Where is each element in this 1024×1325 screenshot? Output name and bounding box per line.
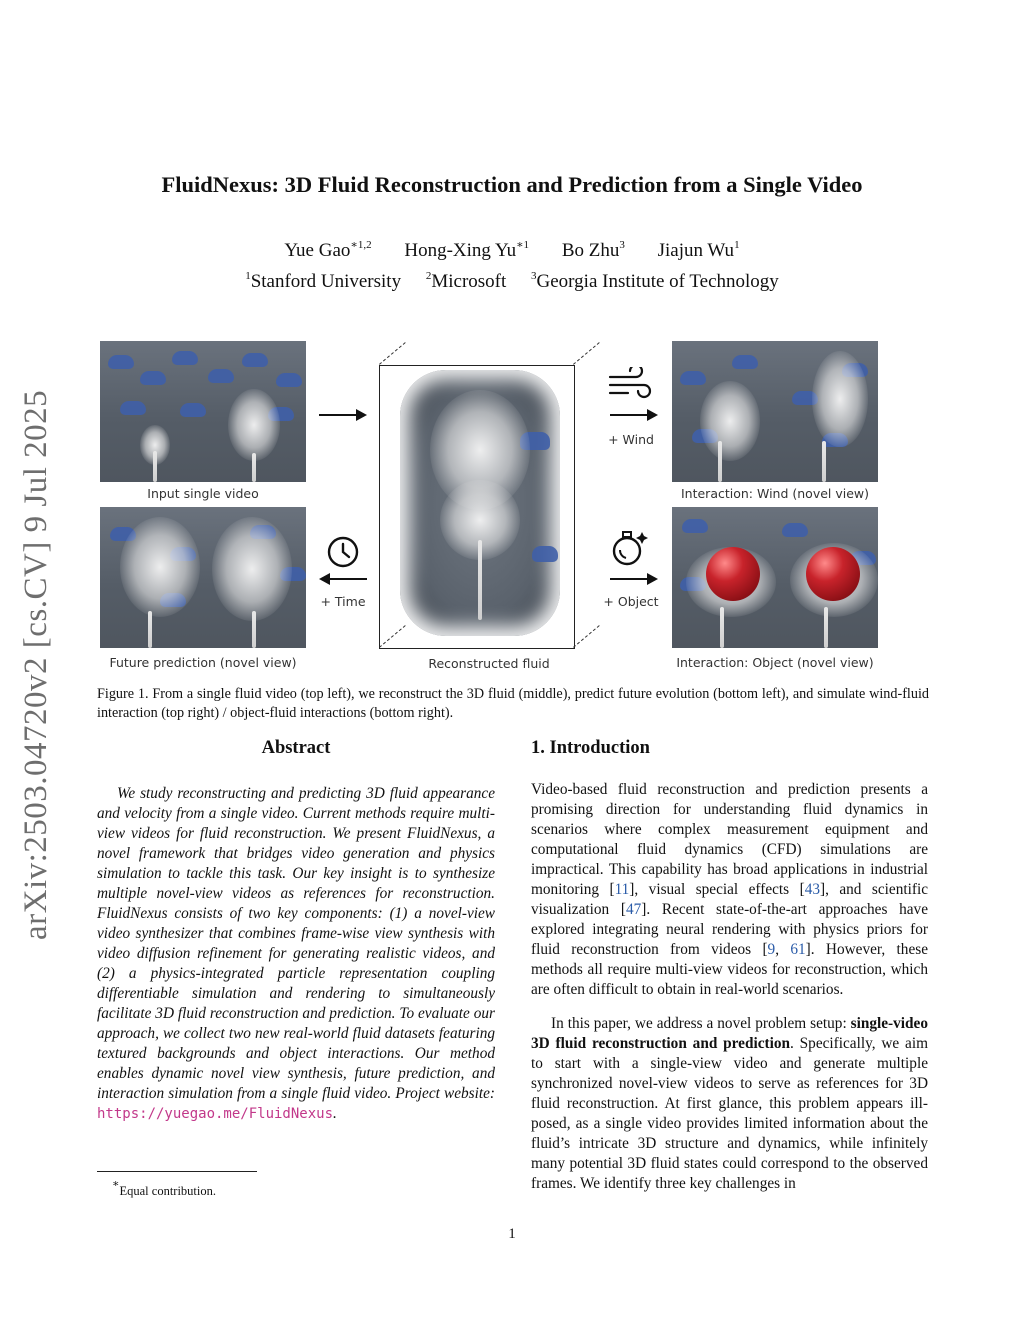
caption-future-prediction: Future prediction (novel view) xyxy=(109,655,297,670)
citation-link[interactable]: 11 xyxy=(614,881,630,898)
arxiv-stamp: arXiv:2503.04720v2 [cs.CV] 9 Jul 2025 xyxy=(18,389,54,940)
wind-icon xyxy=(608,367,654,403)
input-video-image xyxy=(100,341,306,482)
author-list xyxy=(0,238,1024,262)
label-wind: + Wind xyxy=(608,432,654,447)
arrow-head-icon xyxy=(647,573,658,585)
affiliation: $^3$Georgia Institute of Technology xyxy=(531,270,779,292)
author: Hong-Xing $Yu^{∗1}$ xyxy=(404,239,530,261)
caption-input-video: Input single video xyxy=(147,486,259,501)
arrow-right-wind xyxy=(610,414,648,416)
arrow-left-line xyxy=(329,578,367,580)
caption-object-interaction: Interaction: Object (novel view) xyxy=(676,655,874,670)
author: Jiajun Wu$^1$ xyxy=(657,239,740,261)
intro-heading: 1. Introduction xyxy=(531,738,650,758)
citation-link[interactable]: 43 xyxy=(804,881,820,898)
arrow-head-icon xyxy=(356,409,367,421)
box-edge xyxy=(573,625,600,648)
clock-icon xyxy=(326,535,360,569)
citation-link[interactable]: 9 xyxy=(767,941,776,958)
footnote-rule xyxy=(97,1171,257,1172)
caption-reconstructed-fluid: Reconstructed fluid xyxy=(428,656,550,671)
label-object: + Object xyxy=(603,594,659,609)
affiliation: $^1$Stanford University xyxy=(245,270,402,292)
arrow-right-icon xyxy=(319,414,357,416)
affiliation: $^2$Microsoft xyxy=(425,270,507,292)
abstract-heading: Abstract xyxy=(261,738,331,758)
caption-wind-interaction: Interaction: Wind (novel view) xyxy=(680,486,870,501)
reconstructed-fluid-image xyxy=(400,370,560,636)
figure-caption: Figure 1. From a single fluid video (top left), we reconstruct the 3D fluid (middle), predict future evolution (bottom left), and simulate wind-fluid interaction (top right) / object-fluid interactions (bottom right). xyxy=(97,686,929,721)
label-time: + Time xyxy=(320,594,366,609)
ornament-icon xyxy=(612,528,650,568)
affiliation-list xyxy=(0,270,1024,293)
arrow-right-object xyxy=(610,578,648,580)
arrow-head-icon xyxy=(647,409,658,421)
author: Bo Zhu$^3$ xyxy=(561,239,625,261)
box-edge xyxy=(573,342,600,365)
citation-link[interactable]: 61 xyxy=(790,941,806,958)
future-prediction-image xyxy=(100,507,306,648)
wind-interaction-image xyxy=(672,341,878,482)
page-number: 1 xyxy=(508,1226,516,1242)
paper-title: FluidNexus: 3D Fluid Reconstruction and Prediction from a Single Video xyxy=(161,172,863,197)
project-link[interactable]: https://yuegao.me/FluidNexus xyxy=(97,1106,334,1122)
box-edge xyxy=(379,342,406,365)
object-interaction-image xyxy=(672,507,878,648)
intro-paragraph-1: Video-based fluid reconstruction and prediction presents a promising direction for understanding fluid dynamics in scenarios where complex measurement equipment and computational fluid dynamics (CFD) simulations are impractical. This capability has broad applications in industrial monitoring [11], visual special effects [43], and scientific visualization [47]. Recent state-of-the-art approaches have explored integrating neural rendering with physics priors for fluid reconstruction from videos [9, 61]. However, these methods all require multi-view videos for reconstruction, which are often difficult to obtain in real-world scenarios. xyxy=(531,781,928,998)
intro-paragraph-2: In this paper, we address a novel problem setup: single-video 3D fluid reconstruction and prediction. Specifically, we aim to start with a single-view video and generate multiple synchronized novel-view videos to serve as references for 3D fluid reconstruction. At first glance, this problem appears ill-posed, as a single video provides limited information about the fluid’s intricate 3D structure and dynamics, while infinitely many potential 3D fluid states could correspond to the observed frames. We identify three key challenges in xyxy=(531,1015,928,1192)
citation-link[interactable]: 47 xyxy=(625,901,642,918)
author: Yue Gao$^{∗1,2}$ xyxy=(284,239,372,261)
footnote: ∗Equal contribution. xyxy=(112,1178,216,1198)
abstract-body: We study reconstructing and predicting 3D fluid appearance and velocity from a single video. Current methods require multi-view videos for fluid reconstruction. We present FluidNexus, a novel framework that bridges video generation and physics simulation to tackle this task. Our key insight is to synthesize multiple novel-view videos as references for reconstruction. FluidNexus consists of two key components: (1) a novel-view video synthesizer that combines frame-wise view synthesis with video diffusion refinement for generating realistic videos, and (2) a physics-integrated particle representation coupling differentiable simulation and rendering to simultaneously facilitate 3D fluid reconstruction and prediction. To evaluate our approach, we collect two new real-world fluid datasets featuring textured backgrounds and object interactions. Our method enables dynamic novel view synthesis, future prediction, and interaction simulation from a single fluid video. Project website: https://yuegao.me/FluidNexus. xyxy=(97,785,495,1122)
